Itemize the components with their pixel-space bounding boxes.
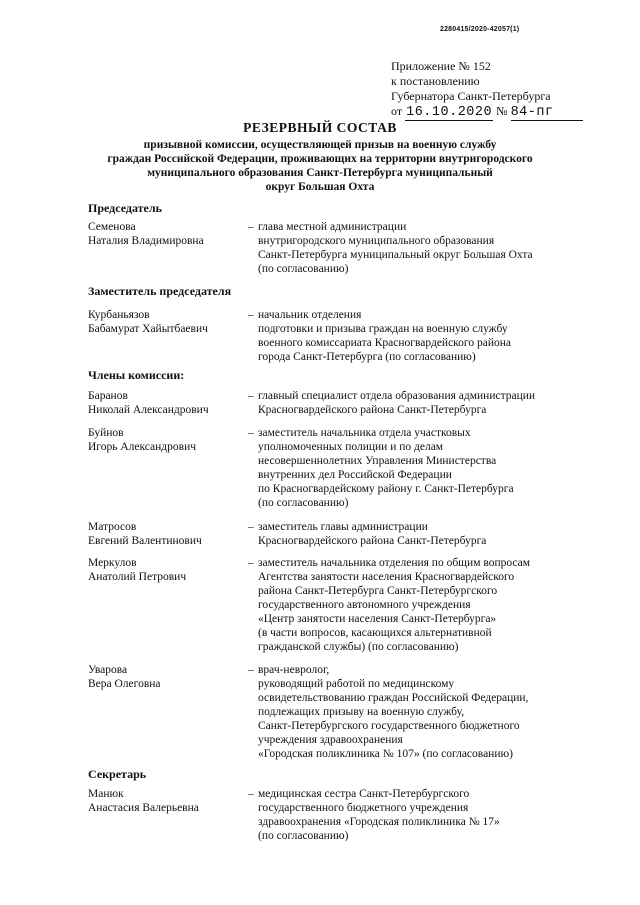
surname: Баранов bbox=[88, 390, 128, 402]
dash: – bbox=[248, 664, 254, 676]
role-line: внутренних дел Российской Федерации bbox=[258, 469, 452, 481]
section-members: Члены комиссии: bbox=[88, 368, 185, 382]
dash: – bbox=[248, 788, 254, 800]
person-role bbox=[258, 389, 588, 417]
role-line: «Городская поликлиника № 107» (по согласованию) bbox=[258, 748, 513, 760]
appendix-line-decree: к постановлению bbox=[391, 74, 480, 88]
role-line: освидетельствованию граждан Российской Федерации, bbox=[258, 692, 529, 704]
role-line: подлежащих призыву на военную службу, bbox=[258, 706, 465, 718]
given-name: Бабамурат Хайытбаевич bbox=[88, 323, 208, 335]
role-line: заместитель начальника отдела участковых bbox=[258, 427, 471, 439]
given-name: Анатолий Петрович bbox=[88, 571, 187, 583]
role-line: медицинская сестра Санкт-Петербургского bbox=[258, 788, 470, 800]
role-line: здравоохранения «Городская поликлиника № 17» bbox=[258, 816, 500, 828]
section-chairman: Председатель bbox=[88, 201, 162, 215]
role-line: гражданской службы) (по согласованию) bbox=[258, 641, 459, 653]
role-line: заместитель главы администрации bbox=[258, 521, 428, 533]
document-title: РЕЗЕРВНЫЙ СОСТАВ bbox=[243, 120, 397, 135]
person-name bbox=[88, 308, 208, 336]
given-name: Анастасия Валерьевна bbox=[88, 802, 199, 814]
section-deputy-chairman: Заместитель председателя bbox=[88, 284, 232, 298]
role-line: государственного бюджетного учреждения bbox=[258, 802, 469, 814]
surname: Курбаньязов bbox=[88, 309, 150, 321]
given-name: Евгений Валентинович bbox=[88, 535, 202, 547]
role-line: главный специалист отдела образования администрации bbox=[258, 390, 536, 402]
document-subtitle bbox=[95, 138, 545, 194]
document-id: 2280415/2020-42057(1) bbox=[440, 26, 520, 33]
appendix-block bbox=[391, 59, 583, 121]
dash: – bbox=[248, 309, 254, 321]
person-name bbox=[88, 220, 204, 248]
person-name bbox=[88, 663, 161, 691]
role-line: города Санкт-Петербурга (по согласованию) bbox=[258, 351, 476, 363]
appendix-line-governor: Губернатора Санкт-Петербурга bbox=[391, 89, 551, 103]
role-line: государственного автономного учреждения bbox=[258, 599, 471, 611]
role-line: Санкт-Петербургского государственного бюджетного bbox=[258, 720, 520, 732]
surname: Меркулов bbox=[88, 557, 137, 569]
person-role bbox=[258, 556, 588, 654]
dash: – bbox=[248, 427, 254, 439]
dash: – bbox=[248, 390, 254, 402]
person-role bbox=[258, 520, 588, 548]
role-line: (по согласованию) bbox=[258, 830, 349, 842]
person-role bbox=[258, 787, 588, 843]
dash: – bbox=[248, 557, 254, 569]
person-role bbox=[258, 426, 588, 510]
person-role bbox=[258, 308, 588, 364]
role-line: врач-невролог, bbox=[258, 664, 330, 676]
role-line: несовершеннолетних Управления Министерства bbox=[258, 455, 497, 467]
dash: – bbox=[248, 521, 254, 533]
subtitle-line: округ Большая Охта bbox=[265, 181, 375, 193]
role-line: военного комиссариата Красногвардейского района bbox=[258, 337, 512, 349]
role-line: района Санкт-Петербурга Санкт-Петербургского bbox=[258, 585, 498, 597]
given-name: Вера Олеговна bbox=[88, 678, 161, 690]
subtitle-line: призывной комиссии, осуществляющей призыв на военную службу bbox=[143, 139, 497, 151]
role-line: внутригородского муниципального образования bbox=[258, 235, 495, 247]
surname: Буйнов bbox=[88, 427, 124, 439]
role-line: учреждения здравоохранения bbox=[258, 734, 403, 746]
role-line: начальник отделения bbox=[258, 309, 362, 321]
role-line: по Красногвардейскому району г. Санкт-Петербурга bbox=[258, 483, 514, 495]
dash: – bbox=[248, 221, 254, 233]
person-role bbox=[258, 663, 588, 761]
appendix-number: Приложение № 152 bbox=[391, 59, 491, 73]
appendix-date-row bbox=[391, 104, 583, 121]
person-name bbox=[88, 389, 209, 417]
role-line: уполномоченных полиции и по делам bbox=[258, 441, 444, 453]
surname: Манюк bbox=[88, 788, 124, 800]
role-line: подготовки и призыва граждан на военную службу bbox=[258, 323, 508, 335]
given-name: Наталия Владимировна bbox=[88, 235, 204, 247]
role-line: «Центр занятости населения Санкт-Петербурга» bbox=[258, 613, 497, 625]
section-secretary: Секретарь bbox=[88, 767, 147, 781]
role-line: Санкт-Петербурга муниципальный округ Большая Охта bbox=[258, 249, 533, 261]
person-role bbox=[258, 220, 588, 276]
person-name bbox=[88, 556, 186, 584]
role-line: Агентства занятости населения Красногвардейского bbox=[258, 571, 515, 583]
surname: Уварова bbox=[88, 664, 128, 676]
role-line: глава местной администрации bbox=[258, 221, 407, 233]
person-name bbox=[88, 787, 199, 815]
role-line: руководящий работой по медицинскому bbox=[258, 678, 455, 690]
subtitle-line: муниципального образования Санкт-Петербурга муниципальный bbox=[147, 167, 493, 179]
number-prefix: № bbox=[496, 104, 508, 118]
decree-number: 84-пг bbox=[511, 105, 583, 121]
person-name bbox=[88, 520, 202, 548]
role-line: (по согласованию) bbox=[258, 497, 349, 509]
role-line: заместитель начальника отделения по общим вопросам bbox=[258, 557, 531, 569]
role-line: (в части вопросов, касающихся альтернативной bbox=[258, 627, 492, 639]
role-line: (по согласованию) bbox=[258, 263, 349, 275]
person-name bbox=[88, 426, 196, 454]
given-name: Николай Александрович bbox=[88, 404, 209, 416]
decree-date: 16.10.2020 bbox=[406, 105, 493, 120]
subtitle-line: граждан Российской Федерации, проживающих на территории внутригородского bbox=[107, 153, 533, 165]
role-line: Красногвардейского района Санкт-Петербурга bbox=[258, 535, 487, 547]
surname: Семенова bbox=[88, 221, 136, 233]
surname: Матросов bbox=[88, 521, 137, 533]
given-name: Игорь Александрович bbox=[88, 441, 197, 453]
role-line: Красногвардейского района Санкт-Петербурга bbox=[258, 404, 487, 416]
date-prefix: от bbox=[391, 104, 403, 118]
